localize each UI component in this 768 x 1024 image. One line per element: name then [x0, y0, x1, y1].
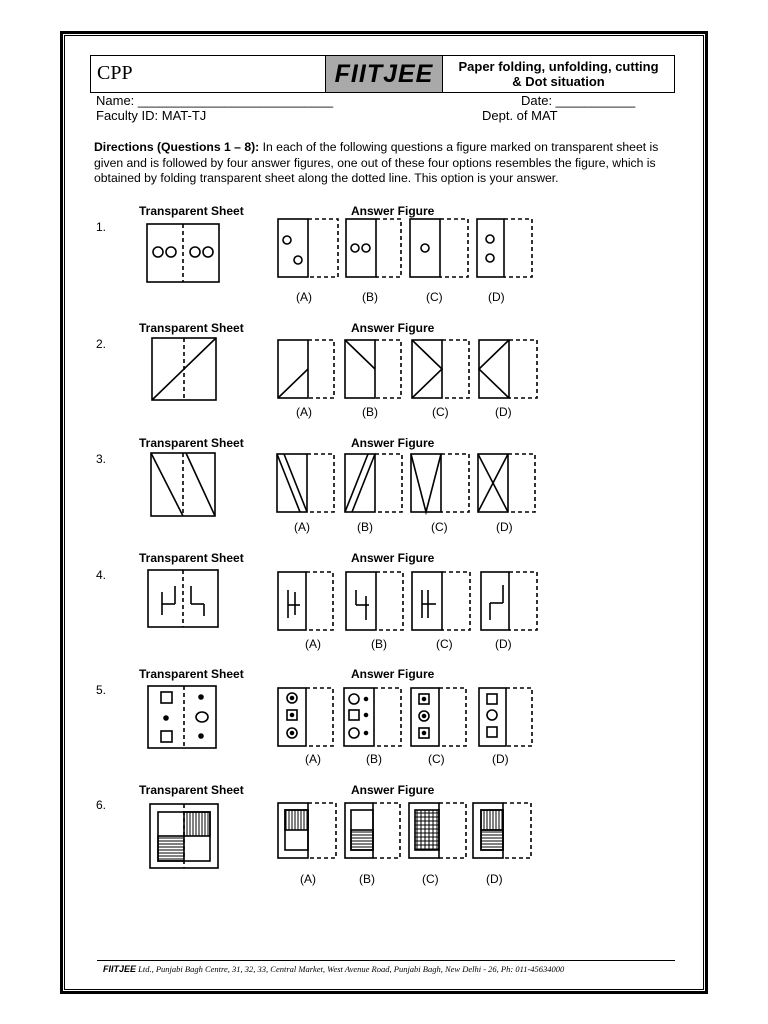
q6-option-c: (C) [422, 872, 439, 886]
q6-sheet-label: Transparent Sheet [139, 783, 244, 797]
directions-text: In each of the following questions a figure marked on transparent sheet is given and is followed by four answer figures, one out of these four options resembles the figure, which is obtained by folding transparent sheet along the dotted line. This option is your answer. [94, 140, 659, 185]
q5-option-c: (C) [428, 752, 445, 766]
header-cpp: CPP [91, 56, 326, 92]
q4-option-d: (D) [495, 637, 512, 651]
date-field: Date: ___________ [521, 93, 636, 108]
topic-line-1: Paper folding, unfolding, cutting [458, 59, 659, 74]
q4-answer-label: Answer Figure [351, 551, 435, 565]
q4-option-a: (A) [305, 637, 321, 651]
q1-sheet-label: Transparent Sheet [139, 204, 244, 218]
q2-sheet-label: Transparent Sheet [139, 321, 244, 335]
q2-answer-label: Answer Figure [351, 321, 435, 335]
q4-number: 4. [96, 568, 107, 582]
q6-option-a: (A) [300, 872, 316, 886]
q5-number: 5. [96, 683, 107, 697]
q3-answer-label: Answer Figure [351, 436, 435, 450]
q3-option-b: (B) [357, 520, 373, 534]
q6-option-b: (B) [359, 872, 375, 886]
faculty-id: Faculty ID: MAT-TJ [96, 108, 207, 123]
q1-option-d: (D) [488, 290, 505, 304]
q6-number: 6. [96, 798, 107, 812]
q3-option-a: (A) [294, 520, 310, 534]
q2-option-a: (A) [296, 405, 312, 419]
q1-answer-label: Answer Figure [351, 204, 435, 218]
topic-line-2: & Dot situation [512, 74, 605, 89]
q5-sheet-label: Transparent Sheet [139, 667, 244, 681]
q2-option-b: (B) [362, 405, 378, 419]
q5-answer-label: Answer Figure [351, 667, 435, 681]
q4-sheet-label: Transparent Sheet [139, 551, 244, 565]
q3-number: 3. [96, 452, 107, 466]
footer-rule [97, 960, 675, 961]
q5-option-d: (D) [492, 752, 509, 766]
q6-answer-label: Answer Figure [351, 783, 435, 797]
q2-option-d: (D) [495, 405, 512, 419]
q1-option-c: (C) [426, 290, 443, 304]
department: Dept. of MAT [482, 108, 558, 123]
q1-option-a: (A) [296, 290, 312, 304]
footer [103, 964, 564, 974]
q4-option-c: (C) [436, 637, 453, 651]
q2-number: 2. [96, 337, 107, 351]
q1-option-b: (B) [362, 290, 378, 304]
q3-option-d: (D) [496, 520, 513, 534]
q3-option-c: (C) [431, 520, 448, 534]
q6-option-d: (D) [486, 872, 503, 886]
q5-option-a: (A) [305, 752, 321, 766]
footer-logo: FIITJEE [103, 964, 137, 974]
footer-text: Ltd., Punjabi Bagh Centre, 31, 32, 33, Central Market, West Avenue Road, Punjabi Bagh, New Delhi - 26, Ph: 011-45634000 [136, 964, 565, 974]
directions-heading: Directions (Questions 1 – 8): [94, 140, 260, 154]
q3-sheet-label: Transparent Sheet [139, 436, 244, 450]
q4-option-b: (B) [371, 637, 387, 651]
q1-number: 1. [96, 220, 107, 234]
fiitjee-logo: FIITJEE [326, 56, 443, 92]
q5-option-b: (B) [366, 752, 382, 766]
q2-option-c: (C) [432, 405, 449, 419]
name-field: Name: ___________________________ [96, 93, 334, 108]
